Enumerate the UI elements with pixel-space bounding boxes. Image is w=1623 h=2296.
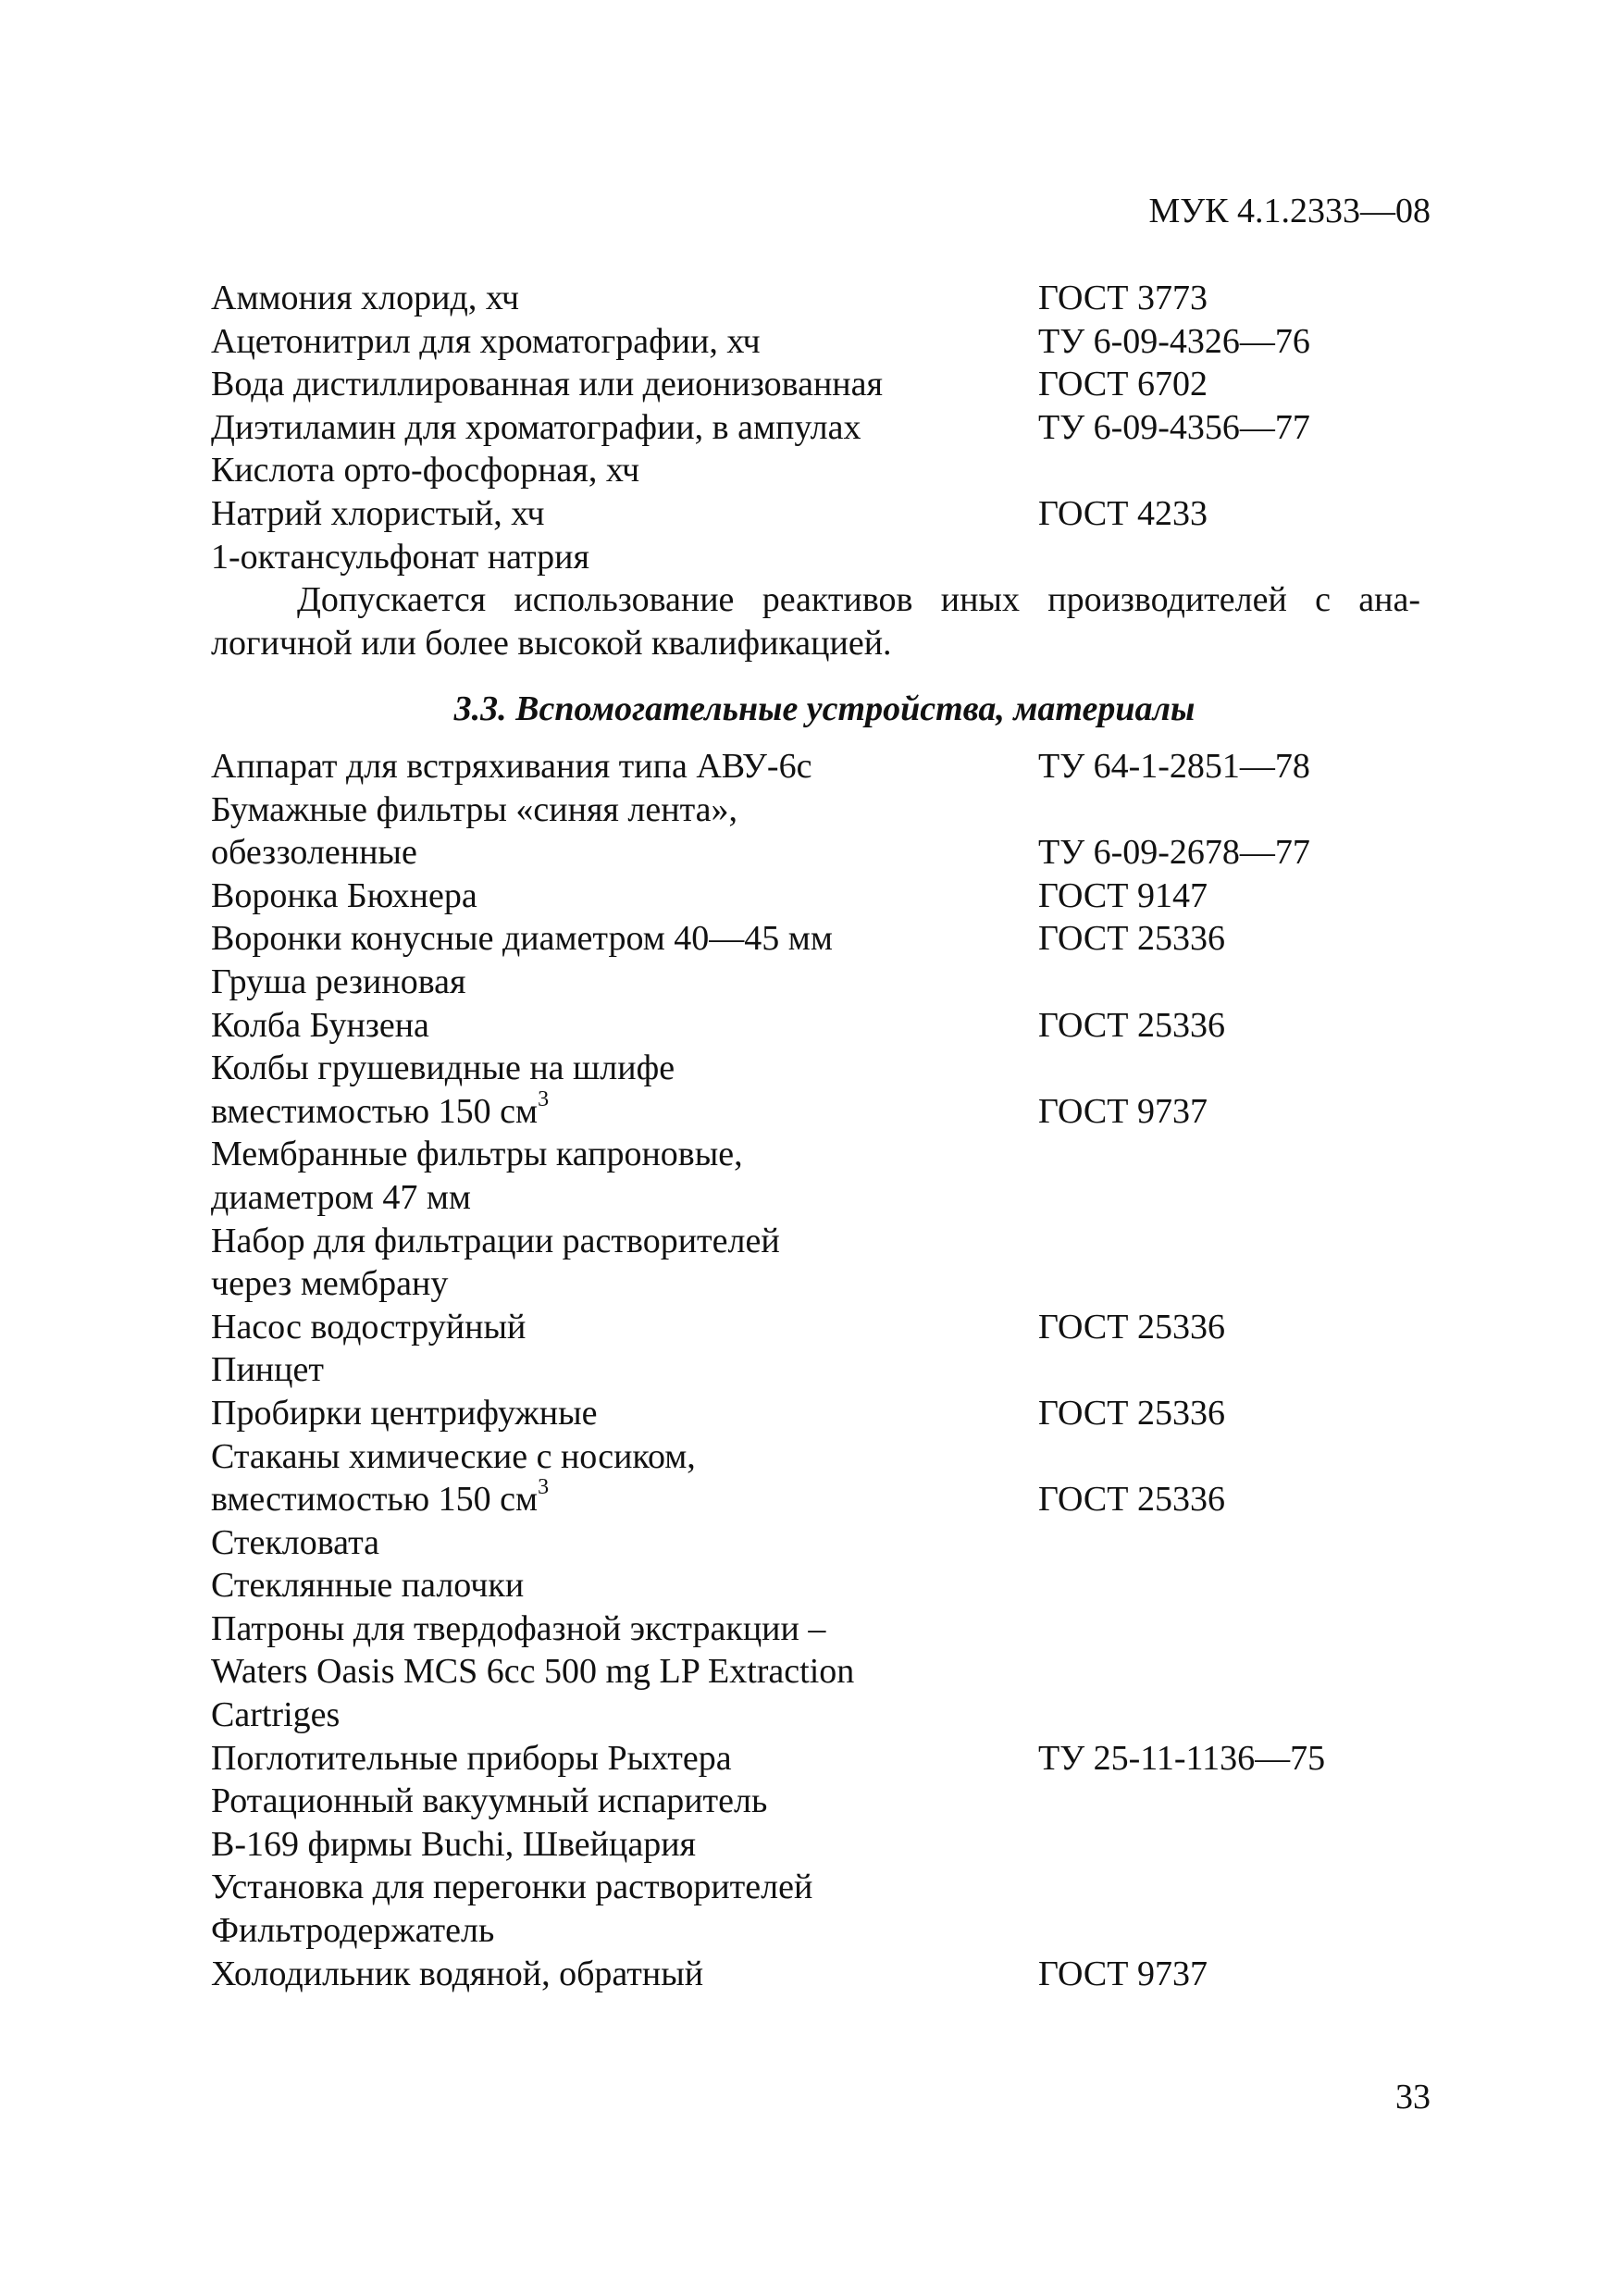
- item-name-text: Вода дистиллированная или деионизованная: [211, 365, 883, 404]
- item-name-text: Колбы грушевидные на шлифе: [211, 1049, 675, 1088]
- device-row: [211, 1220, 1432, 1263]
- item-name: [211, 1475, 550, 1521]
- item-name-text: Мембранные фильтры капроновые,: [211, 1135, 743, 1174]
- item-standard: ГОСТ 25336: [1038, 1393, 1225, 1433]
- device-row: [211, 1133, 1432, 1176]
- item-name-text: Холодильник водяной, обратный: [211, 1954, 704, 1993]
- item-name-text: вместимостью 150 см: [211, 1091, 539, 1131]
- item-name: [211, 1047, 675, 1090]
- superscript: 3: [538, 1087, 550, 1112]
- device-row: [211, 1866, 1432, 1909]
- device-row: [211, 1435, 1432, 1479]
- device-row: [211, 1909, 1432, 1953]
- item-name-text: 1-октансульфонат натрия: [211, 537, 589, 577]
- item-standard: ТУ 6-09-4356—77: [1038, 407, 1310, 447]
- item-name-text: Фильтродержатель: [211, 1911, 495, 1951]
- item-name-text: Аммония хлорид, хч: [211, 279, 520, 317]
- item-standard: ТУ 64-1-2851—78: [1038, 747, 1310, 786]
- device-row: [211, 1392, 1432, 1435]
- item-name-text: Ротационный вакуумный испаритель: [211, 1781, 768, 1821]
- reagent-row: [211, 277, 1432, 320]
- item-name: [211, 1866, 812, 1909]
- item-name-text: Воронки конусные диаметром 40—45 мм: [211, 919, 833, 959]
- item-name: [211, 1909, 494, 1953]
- item-standard: ГОСТ 3773: [1038, 279, 1208, 317]
- device-row: [211, 961, 1432, 1004]
- item-name: [211, 1953, 703, 1996]
- device-row: [211, 1047, 1432, 1090]
- item-standard: ГОСТ 25336: [1038, 1480, 1225, 1520]
- item-name: [211, 917, 833, 961]
- item-name: [211, 745, 812, 788]
- device-row: [211, 1348, 1432, 1392]
- item-name-text: Насос водоструйный: [211, 1307, 527, 1347]
- item-name-text: Воронка Бюхнера: [211, 875, 477, 915]
- item-name-text: Стекловата: [211, 1522, 380, 1562]
- item-name: [211, 320, 761, 364]
- devices-list: [211, 745, 1432, 1995]
- item-name: [211, 788, 737, 832]
- reagent-row: [211, 536, 1432, 579]
- device-row: [211, 1306, 1432, 1349]
- item-name-text: Waters Oasis MCS 6cc 500 mg LP Extraction: [211, 1652, 855, 1692]
- superscript: 3: [538, 1475, 550, 1500]
- item-name-text: Аппарат для встряхивания типа АВУ-6с: [211, 747, 812, 786]
- device-row: [211, 831, 1432, 875]
- device-row: [211, 1564, 1432, 1607]
- item-name-text: Груша резиновая: [211, 962, 466, 1001]
- item-name: [211, 363, 883, 406]
- device-row: [211, 875, 1432, 918]
- device-row: [211, 1780, 1432, 1823]
- item-name: [211, 1348, 324, 1392]
- device-row: [211, 1650, 1432, 1694]
- device-row: [211, 1176, 1432, 1220]
- device-row: [211, 788, 1432, 832]
- item-standard: ГОСТ 25336: [1038, 1005, 1225, 1045]
- item-standard: ГОСТ 9737: [1038, 1954, 1208, 1993]
- item-name: [211, 1220, 780, 1263]
- device-row: [211, 1475, 1432, 1521]
- item-standard: ГОСТ 6702: [1038, 365, 1208, 404]
- device-row: [211, 917, 1432, 961]
- reagent-row: [211, 449, 1432, 492]
- item-name-text: Кислота орто-фосфорная, хч: [211, 451, 640, 490]
- item-standard: ТУ 25-11-1136—75: [1038, 1738, 1326, 1778]
- reagent-row: [211, 406, 1432, 450]
- item-name: [211, 1262, 448, 1306]
- item-name-text: Стаканы химические с носиком,: [211, 1436, 696, 1476]
- item-name: [211, 1780, 767, 1823]
- page-number: 33: [1395, 2078, 1431, 2116]
- device-row: [211, 1521, 1432, 1565]
- item-name: [211, 1650, 854, 1694]
- item-name: [211, 1176, 471, 1220]
- item-name-text: Диэтиламин для хроматографии, в ампулах: [211, 407, 861, 447]
- item-name: [211, 1087, 550, 1134]
- item-standard: ГОСТ 9147: [1038, 875, 1208, 915]
- item-name-text: Пинцет: [211, 1350, 324, 1390]
- item-name: [211, 1823, 696, 1867]
- item-name-text: Ацетонитрил для хроматографии, хч: [211, 321, 761, 361]
- reagent-row: [211, 320, 1432, 364]
- device-row: [211, 1694, 1432, 1737]
- device-row: [211, 1087, 1432, 1134]
- item-name: [211, 1607, 825, 1651]
- item-standard: ТУ 6-09-4326—76: [1038, 321, 1310, 361]
- item-name: [211, 536, 589, 579]
- item-standard: ГОСТ 9737: [1038, 1091, 1208, 1131]
- item-standard: ГОСТ 4233: [1038, 493, 1208, 533]
- device-row: [211, 1607, 1432, 1651]
- item-name-text: Cartriges: [211, 1695, 341, 1735]
- item-name: [211, 1392, 598, 1435]
- item-name: [211, 277, 519, 320]
- item-name: [211, 449, 639, 492]
- reagents-note-paragraph: Допускается использование реактивов иных производителей с ана-логичной или более высокой квалификацией.: [211, 580, 1420, 663]
- item-name: [211, 831, 417, 875]
- item-name: [211, 1435, 696, 1479]
- section-title: 3.3. Вспомогательные устройства, материалы: [453, 689, 1196, 728]
- device-row: [211, 1737, 1432, 1781]
- item-name: [211, 1306, 526, 1349]
- item-name: [211, 492, 544, 536]
- item-name: [211, 1133, 743, 1176]
- item-standard: ТУ 6-09-2678—77: [1038, 833, 1310, 873]
- item-name: [211, 1521, 379, 1565]
- item-name-text: Набор для фильтрации растворителей: [211, 1221, 780, 1260]
- item-name-text: Бумажные фильтры «синяя лента»,: [211, 789, 738, 829]
- item-name: [211, 1694, 340, 1737]
- document-code-header: МУК 4.1.2333—08: [1148, 192, 1431, 230]
- item-name-text: Натрий хлористый, хч: [211, 493, 545, 533]
- item-name: [211, 1737, 732, 1781]
- device-row: [211, 1823, 1432, 1867]
- reagent-row: [211, 363, 1432, 406]
- item-name: [211, 875, 477, 918]
- item-name-text: диаметром 47 мм: [211, 1177, 471, 1217]
- item-name-text: вместимостью 150 см: [211, 1480, 539, 1520]
- item-name-text: Патроны для твердофазной экстракции –: [211, 1608, 826, 1648]
- item-name-text: обеззоленные: [211, 833, 417, 873]
- item-name: [211, 961, 466, 1004]
- item-name-text: Стеклянные палочки: [211, 1566, 525, 1606]
- item-name-text: Колба Бунзена: [211, 1005, 429, 1045]
- item-name-text: через мембрану: [211, 1264, 449, 1304]
- item-name-text: Установка для перегонки растворителей: [211, 1868, 813, 1907]
- item-name: [211, 1004, 429, 1048]
- item-name-text: Поглотительные приборы Рыхтера: [211, 1738, 732, 1778]
- reagents-list: [211, 277, 1432, 578]
- device-row: [211, 745, 1432, 788]
- reagent-row: [211, 492, 1432, 536]
- item-name-text: Пробирки центрифужные: [211, 1393, 598, 1433]
- device-row: [211, 1004, 1432, 1048]
- item-name: [211, 1564, 524, 1607]
- item-name: [211, 406, 861, 450]
- item-standard: ГОСТ 25336: [1038, 1307, 1225, 1347]
- device-row: [211, 1953, 1432, 1996]
- item-name-text: B-169 фирмы Buchi, Швейцария: [211, 1824, 697, 1864]
- device-row: [211, 1262, 1432, 1306]
- item-standard: ГОСТ 25336: [1038, 919, 1225, 959]
